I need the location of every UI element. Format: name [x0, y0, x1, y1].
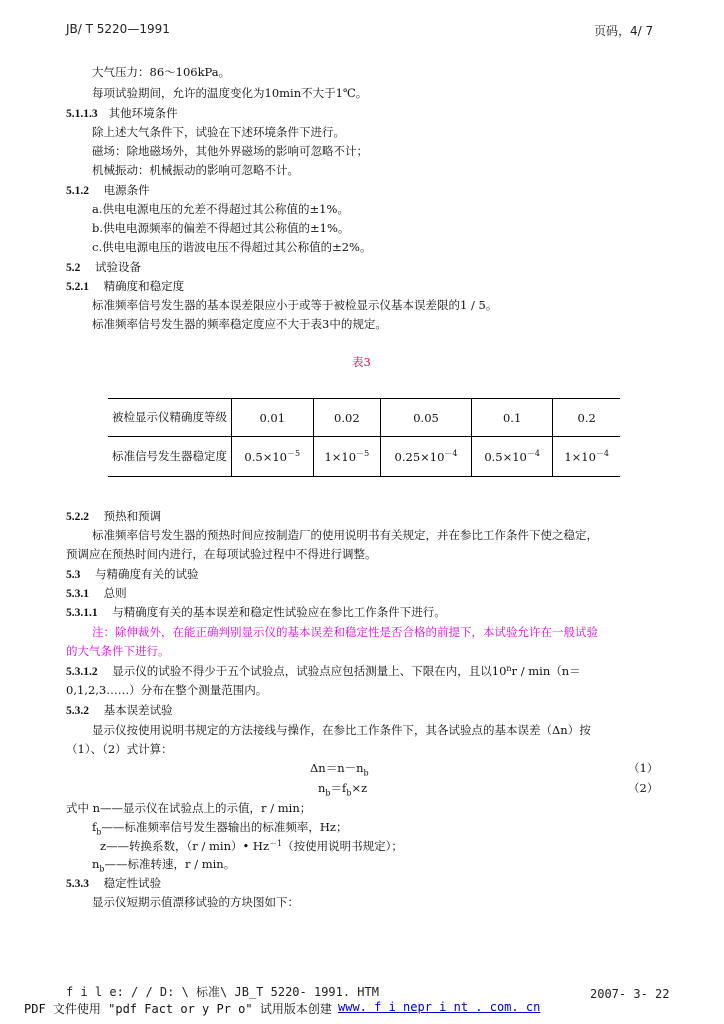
text-line: 每项试验期间，允许的温度变化为10min不大于1℃。 [92, 86, 368, 100]
subscript: b [346, 788, 352, 798]
header-doc-id: JB/ T 5220—1991 [66, 22, 170, 36]
cell-exponent: －4 [526, 448, 540, 458]
section-title: 其他环境条件 [108, 106, 178, 120]
section-title: 预热和预调 [103, 509, 162, 523]
section-text: 与精确度有关的基本误差和稳定性试验应在参比工作条件下进行。 [112, 605, 446, 619]
header-page-label: 页码，4/ 7 [594, 24, 654, 38]
table-cell: 0.2 [553, 399, 620, 437]
exponent: n [506, 664, 512, 673]
table-cell: 0.05 [381, 399, 472, 437]
section-5-2-2 [66, 506, 161, 527]
section-number: 5.1.2 [66, 185, 89, 197]
cell-exponent: －5 [286, 448, 301, 458]
text-line: b.供电电源频率的偏差不得超过其公称值的±1%。 [92, 221, 350, 235]
table-3 [108, 398, 620, 477]
table-cell: 0.1 [471, 399, 553, 437]
section-title: 试验设备 [95, 260, 141, 274]
subscript: b [99, 864, 105, 874]
section-title: 电源条件 [103, 183, 150, 197]
section-number: 5.2.1 [66, 281, 89, 293]
section-number: 5.3.1.1 [66, 607, 98, 619]
section-number: 5.3.1.2 [66, 666, 98, 678]
text-line: 磁场：除地磁场外，其他外界磁场的影响可忽略不计； [92, 144, 368, 158]
section-5-3-1-2 [66, 661, 581, 682]
section-title: 总则 [103, 586, 127, 600]
text-line: 显示仪按使用说明书规定的方法接线与操作，在参比工作条件下，其各试验点的基本误差（Δn）按 [92, 723, 591, 737]
cell-base: 0.25×10 [394, 449, 445, 464]
where-text: z——转换系数，（r / min）• Hz [100, 839, 270, 853]
section-5-3-1-1 [66, 602, 446, 623]
section-title: 与精确度有关的试验 [95, 567, 199, 581]
table-cell [381, 437, 472, 477]
section-5-3-2 [66, 700, 173, 721]
table-cell [232, 437, 314, 477]
subscript: b [96, 827, 102, 837]
table-row-head: 被检显示仪精确度等级 [108, 399, 232, 437]
section-title: 精确度和稳定度 [103, 279, 185, 293]
text-line: 显示仪短期示值漂移试验的方块图如下： [92, 895, 299, 909]
section-title: 基本误差试验 [103, 703, 173, 717]
section-5-1-2 [66, 180, 150, 201]
where-text: ——标准转速，r / min。 [104, 857, 236, 871]
where-line [100, 836, 403, 856]
footer-link[interactable]: www. f i nepr i nt . com. cn [338, 1000, 541, 1014]
equation-text: ＝f [330, 781, 347, 795]
section-number: 5.3.2 [66, 705, 89, 717]
text-line: a.供电电源电压的允差不得超过其公称值的±1%。 [92, 202, 349, 216]
equation-text: n [318, 781, 326, 795]
text-line: 标准频率信号发生器的频率稳定度应不大于表3中的规定。 [92, 317, 387, 331]
section-5-3-1 [66, 583, 127, 604]
footer-file-path: f i l e: / / D: \ 标准\ JB_T 5220- 1991. HTM [66, 985, 379, 999]
text-line: 0,1,2,3……）分布在整个测量范围内。 [66, 683, 268, 697]
table-cell: 0.01 [232, 399, 314, 437]
equation-text: Δn＝n－n [310, 761, 364, 775]
table-cell: 0.02 [313, 399, 381, 437]
footer-date: 2007- 3- 22 [590, 987, 670, 1001]
table-row [108, 437, 620, 477]
superscript: －1 [269, 839, 283, 848]
text-line: 预调应在预热时间内进行，在每项试验过程中不得进行调整。 [66, 547, 377, 561]
table-row-head: 标准信号发生器稳定度 [108, 437, 232, 477]
cell-exponent: －5 [356, 448, 370, 458]
section-text: r / min（n＝ [511, 664, 581, 678]
section-number: 5.2 [66, 262, 81, 274]
text-line: 机械振动：机械振动的影响可忽略不计。 [92, 163, 299, 177]
equation-1-number: （1） [628, 761, 659, 775]
where-text: （按使用说明书规定）； [282, 839, 403, 853]
section-number: 5.1.1.3 [66, 108, 98, 120]
table-caption: 表3 [352, 355, 371, 369]
equation-text: ×z [351, 781, 368, 795]
section-5-3 [66, 564, 199, 585]
note-line: 注：除伸裁外，在能正确判别显示仪的基本误差和稳定性是否合格的前提下，本试验允许在一般试验 [92, 625, 598, 639]
table-cell [553, 437, 620, 477]
subscript: b [325, 788, 331, 798]
section-5-2-1 [66, 276, 184, 297]
cell-exponent: －4 [595, 448, 610, 458]
text-line: （1）、（2）式计算： [66, 742, 173, 756]
equation-2 [318, 778, 367, 803]
section-number: 5.3.3 [66, 878, 89, 890]
section-number: 5.2.2 [66, 511, 89, 523]
text-line: c.供电电源电压的谐波电压不得超过其公称值的±2%。 [92, 240, 372, 254]
note-line: 的大气条件下进行。 [66, 644, 170, 658]
section-5-2 [66, 257, 141, 278]
text-line: 大气压力：86～106kPa。 [92, 65, 231, 79]
where-text: n [92, 857, 100, 871]
cell-base: 0.5×10 [484, 449, 527, 464]
table-cell [313, 437, 381, 477]
where-text: ——标准频率信号发生器输出的标准频率，Hz； [101, 820, 348, 834]
table-cell [471, 437, 553, 477]
cell-base: 0.5×10 [244, 449, 287, 464]
section-number: 5.3 [66, 569, 81, 581]
section-5-1-1-3 [66, 103, 178, 124]
text-line: 标准频率信号发生器的预热时间应按制造厂的使用说明书有关规定，并在参比工作条件下使之稳定， [92, 528, 598, 542]
text-line: 标准频率信号发生器的基本误差限应小于或等于被检显示仪基本误差限的1 / 5。 [92, 298, 498, 312]
cell-exponent: －4 [444, 448, 458, 458]
where-line: 式中 n——显示仪在试验点上的示值，r / min； [66, 801, 312, 815]
cell-base: 1×10 [324, 449, 357, 464]
section-5-3-3 [66, 873, 161, 894]
subscript: b [363, 768, 369, 778]
where-text: f [92, 820, 97, 834]
footer-pdf-note: PDF 文件使用 "pdf Fact or y Pr o" 试用版本创建 [24, 1002, 332, 1016]
text-line: 除上述大气条件下，试验在下述环境条件下进行。 [92, 125, 345, 139]
section-number: 5.3.1 [66, 588, 89, 600]
table-row [108, 399, 620, 437]
equation-2-number: （2） [628, 781, 659, 795]
section-title: 稳定性试验 [103, 876, 162, 890]
section-text: 显示仪的试验不得少于五个试验点，试验点应包括测量上、下限在内，且以10 [112, 664, 507, 678]
cell-base: 1×10 [564, 449, 596, 464]
